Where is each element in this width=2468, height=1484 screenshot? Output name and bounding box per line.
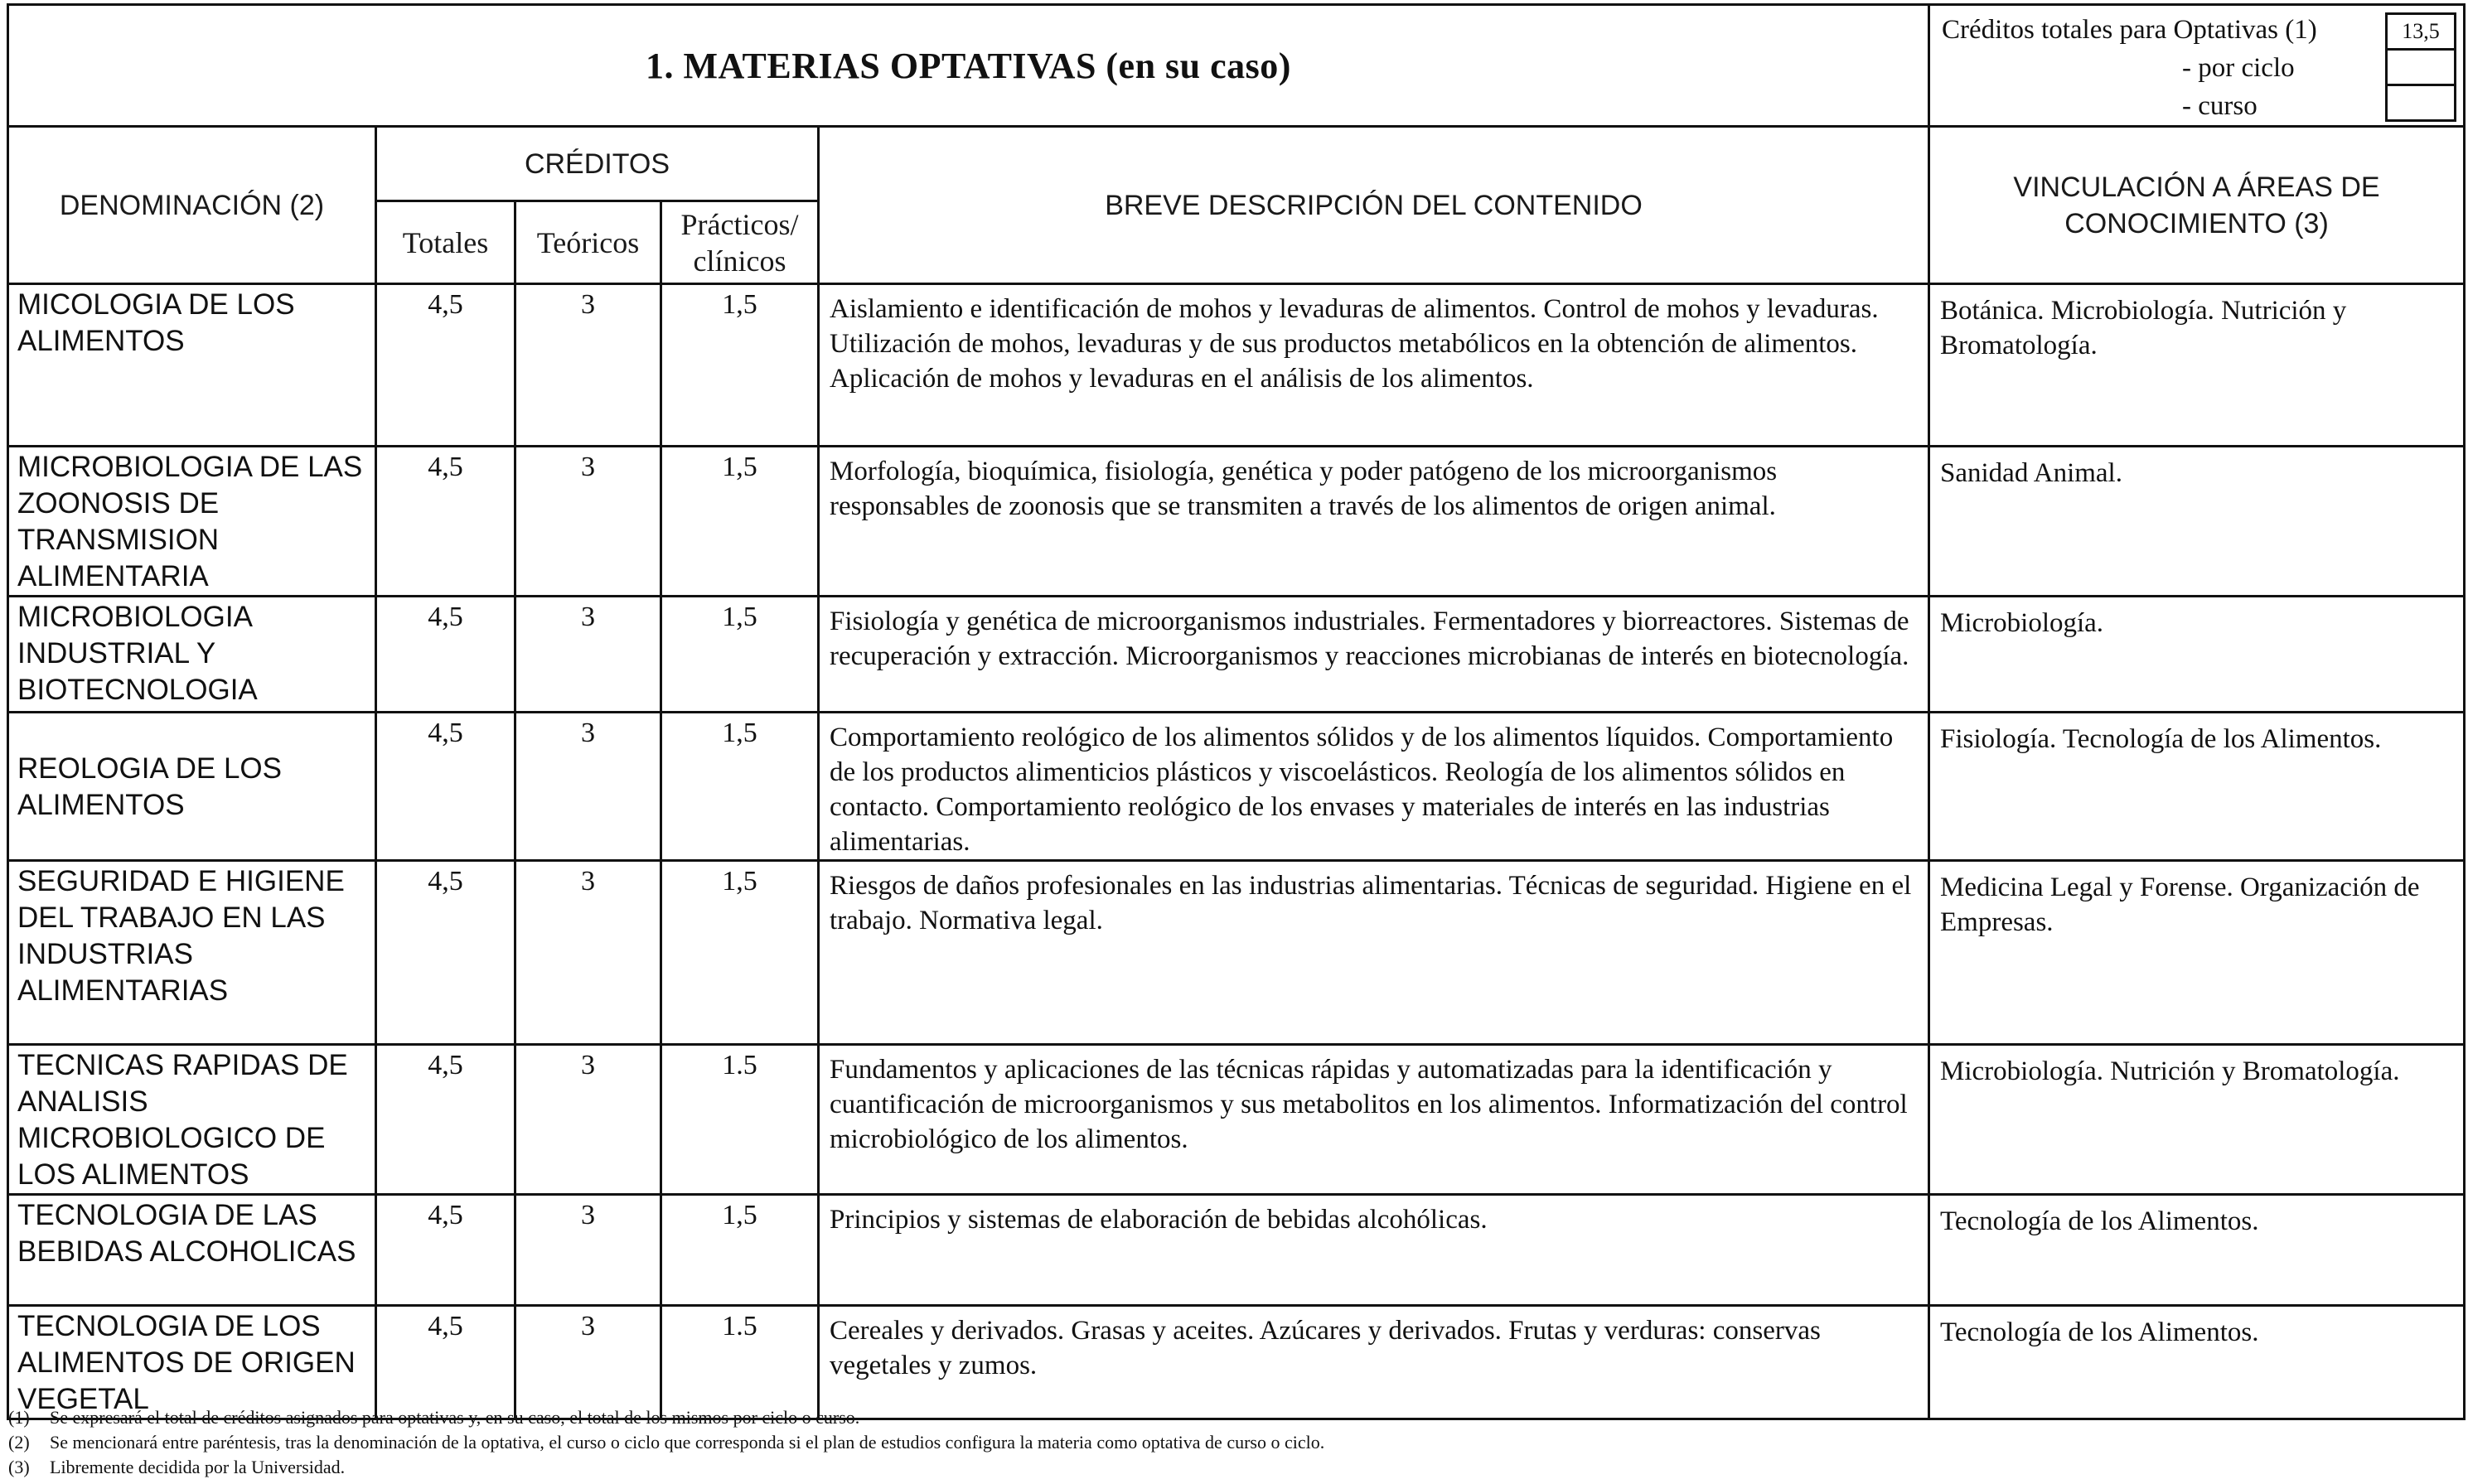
table-row bbox=[8, 713, 2465, 861]
credits-totales: 4,5 bbox=[376, 447, 515, 597]
credits-totales: 4,5 bbox=[376, 1195, 515, 1306]
page-title: 1. MATERIAS OPTATIVAS (en su caso) bbox=[8, 5, 1929, 127]
credits-teoricos: 3 bbox=[515, 447, 661, 597]
subject-areas: Tecnología de los Alimentos. bbox=[1929, 1306, 2465, 1419]
credits-teoricos: 3 bbox=[515, 713, 661, 861]
table-row bbox=[8, 597, 2465, 713]
credits-total-label: Créditos totales para Optativas (1) bbox=[1942, 15, 2317, 45]
credits-totales: 4,5 bbox=[376, 284, 515, 447]
credits-cycle-value bbox=[2385, 48, 2456, 86]
subject-name: TECNOLOGIA DE LOS ALIMENTOS DE ORIGEN VEGETAL bbox=[8, 1306, 376, 1419]
footnote-2 bbox=[8, 1430, 2461, 1455]
credits-practicos: 1,5 bbox=[661, 861, 819, 1045]
subject-areas: Medicina Legal y Forense. Organización de Empresas. bbox=[1929, 861, 2465, 1045]
credits-teoricos: 3 bbox=[515, 861, 661, 1045]
subject-areas: Microbiología. Nutrición y Bromatología. bbox=[1929, 1045, 2465, 1195]
subject-name: MICOLOGIA DE LOS ALIMENTOS bbox=[8, 284, 376, 447]
table-row bbox=[8, 861, 2465, 1045]
credits-summary bbox=[1929, 5, 2465, 127]
footnote-1 bbox=[8, 1405, 2461, 1430]
optativas-table bbox=[7, 3, 2466, 1420]
col-totales: Totales bbox=[376, 201, 515, 284]
footnote-mark: (3) bbox=[8, 1457, 30, 1477]
col-teoricos: Teóricos bbox=[515, 201, 661, 284]
subject-name: MICROBIOLOGIA INDUSTRIAL Y BIOTECNOLOGIA bbox=[8, 597, 376, 713]
credits-teoricos: 3 bbox=[515, 1195, 661, 1306]
col-denominacion: DENOMINACIÓN (2) bbox=[8, 127, 376, 284]
col-practicos: Prácticos/ clínicos bbox=[661, 201, 819, 284]
subject-description: Comportamiento reológico de los alimentos sólidos y de los alimentos líquidos. Comportamiento de los productos alimenticios plásticos y viscoelásticos. Reología de los alimentos sólidos en contacto. Comportamiento reológico de los envases y materiales de interés en las industrias alimentarias. bbox=[819, 713, 1929, 861]
footnote-text: Se expresará el total de créditos asignados para optativas y, en su caso, el total de los mismos por ciclo o curso. bbox=[50, 1407, 860, 1428]
subject-description: Aislamiento e identificación de mohos y levaduras de alimentos. Control de mohos y levaduras. Utilización de mohos, levaduras y de sus productos metabólicos en la obtención de alimentos. Aplicación de mohos y levaduras en el análisis de los alimentos. bbox=[819, 284, 1929, 447]
credits-practicos: 1.5 bbox=[661, 1045, 819, 1195]
credits-practicos: 1,5 bbox=[661, 447, 819, 597]
subject-name: TECNICAS RAPIDAS DE ANALISIS MICROBIOLOGICO DE LOS ALIMENTOS bbox=[8, 1045, 376, 1195]
subject-areas: Microbiología. bbox=[1929, 597, 2465, 713]
footnotes bbox=[8, 1405, 2461, 1480]
credits-practicos: 1.5 bbox=[661, 1306, 819, 1419]
credits-teoricos: 3 bbox=[515, 1306, 661, 1419]
subject-description: Cereales y derivados. Grasas y aceites. Azúcares y derivados. Frutas y verduras: conservas vegetales y zumos. bbox=[819, 1306, 1929, 1419]
subject-areas: Botánica. Microbiología. Nutrición y Bromatología. bbox=[1929, 284, 2465, 447]
credits-course-label: - curso bbox=[2182, 91, 2257, 121]
credits-course-value bbox=[2385, 84, 2456, 122]
credits-practicos: 1,5 bbox=[661, 284, 819, 447]
subject-description: Morfología, bioquímica, fisiología, genética y poder patógeno de los microorganismos responsables de zoonosis que se transmiten a través de los alimentos de origen animal. bbox=[819, 447, 1929, 597]
footnote-mark: (1) bbox=[8, 1407, 30, 1428]
col-descripcion: BREVE DESCRIPCIÓN DEL CONTENIDO bbox=[819, 127, 1929, 284]
credits-practicos: 1,5 bbox=[661, 713, 819, 861]
footnote-text: Se mencionará entre paréntesis, tras la denominación de la optativa, el curso o ciclo que corresponda si el plan de estudios configura la materia como optativa de curso o ciclo. bbox=[50, 1432, 1325, 1453]
table-row bbox=[8, 284, 2465, 447]
credits-totales: 4,5 bbox=[376, 1306, 515, 1419]
col-creditos: CRÉDITOS bbox=[376, 127, 819, 201]
subject-areas: Sanidad Animal. bbox=[1929, 447, 2465, 597]
credits-practicos: 1,5 bbox=[661, 1195, 819, 1306]
subject-name: SEGURIDAD E HIGIENE DEL TRABAJO EN LAS INDUSTRIAS ALIMENTARIAS bbox=[8, 861, 376, 1045]
subject-name: MICROBIOLOGIA DE LAS ZOONOSIS DE TRANSMISION ALIMENTARIA bbox=[8, 447, 376, 597]
subject-name: REOLOGIA DE LOS ALIMENTOS bbox=[8, 713, 376, 861]
credits-practicos: 1,5 bbox=[661, 597, 819, 713]
credits-totales: 4,5 bbox=[376, 1045, 515, 1195]
footnote-text: Libremente decidida por la Universidad. bbox=[50, 1457, 346, 1477]
credits-teoricos: 3 bbox=[515, 1045, 661, 1195]
credits-total-value: 13,5 bbox=[2385, 12, 2456, 51]
table-row bbox=[8, 1195, 2465, 1306]
footnote-mark: (2) bbox=[8, 1432, 30, 1453]
optativas-sheet bbox=[7, 3, 2463, 1420]
table-row bbox=[8, 447, 2465, 597]
credits-cycle-label: - por ciclo bbox=[2182, 53, 2295, 83]
credits-teoricos: 3 bbox=[515, 284, 661, 447]
header-row-1 bbox=[8, 127, 2465, 201]
credits-teoricos: 3 bbox=[515, 597, 661, 713]
subject-name: TECNOLOGIA DE LAS BEBIDAS ALCOHOLICAS bbox=[8, 1195, 376, 1306]
table-row bbox=[8, 1045, 2465, 1195]
credits-totales: 4,5 bbox=[376, 713, 515, 861]
subject-areas: Tecnología de los Alimentos. bbox=[1929, 1195, 2465, 1306]
title-row bbox=[8, 5, 2465, 127]
credits-totales: 4,5 bbox=[376, 597, 515, 713]
credits-totales: 4,5 bbox=[376, 861, 515, 1045]
subject-areas: Fisiología. Tecnología de los Alimentos. bbox=[1929, 713, 2465, 861]
subject-description: Fisiología y genética de microorganismos industriales. Fermentadores y biorreactores. Sistemas de recuperación y extracción. Microorganismos y reacciones microbianas de interés en biotecnología. bbox=[819, 597, 1929, 713]
footnote-3 bbox=[8, 1455, 2461, 1480]
subject-description: Principios y sistemas de elaboración de bebidas alcohólicas. bbox=[819, 1195, 1929, 1306]
subject-description: Fundamentos y aplicaciones de las técnicas rápidas y automatizadas para la identificación y cuantificación de microorganismos y sus metabolitos en los alimentos. Informatización del control microbiológico de los alimentos. bbox=[819, 1045, 1929, 1195]
col-vinculacion: VINCULACIÓN A ÁREAS DE CONOCIMIENTO (3) bbox=[1929, 127, 2465, 284]
subject-description: Riesgos de daños profesionales en las industrias alimentarias. Técnicas de seguridad. Higiene en el trabajo. Normativa legal. bbox=[819, 861, 1929, 1045]
table-row bbox=[8, 1306, 2465, 1419]
